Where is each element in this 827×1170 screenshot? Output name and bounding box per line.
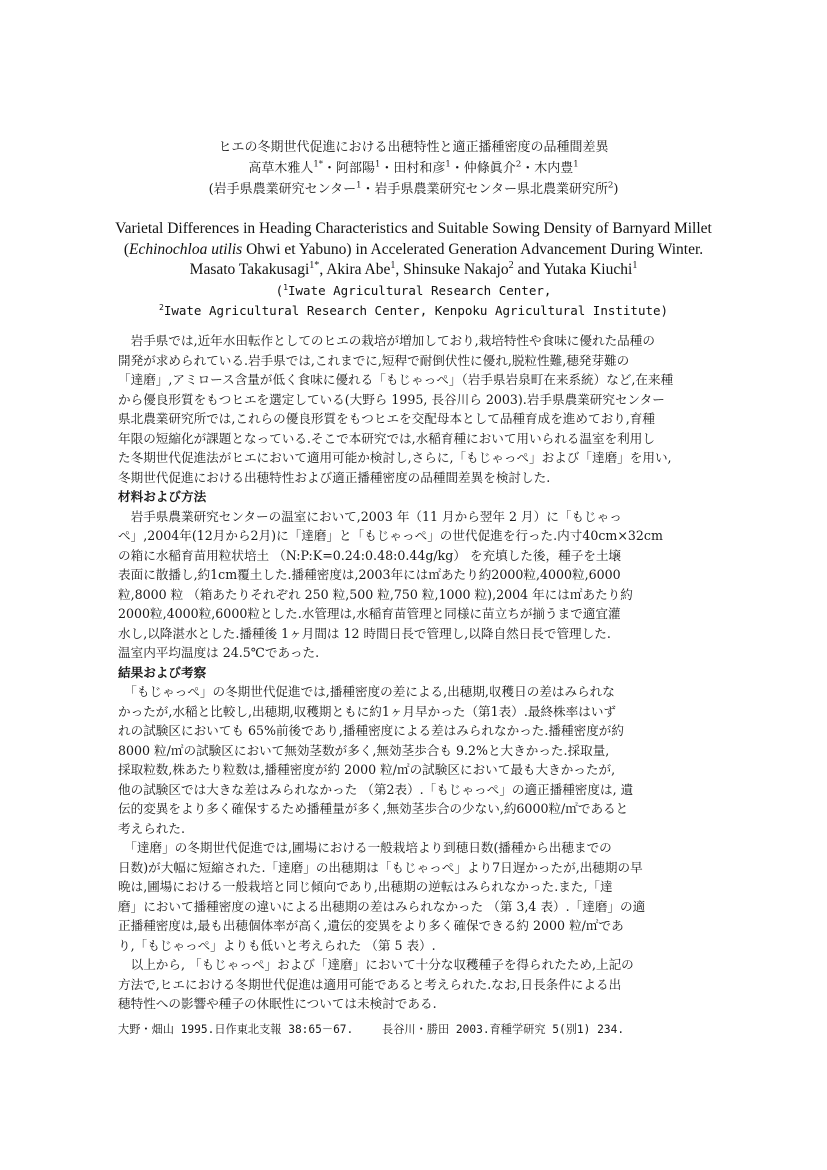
- results-line: 正播種密度は,最も出穂個体率が高く,遺伝的変異をより多く確保できる約 2000 粒/㎡であ: [118, 918, 624, 933]
- affiliation-jp: (岩手県農業研究センター$^1$・岩手県農業研究センター県北農業研究所$^2$): [208, 179, 619, 197]
- intro-line: 開発が求められている.岩手県では,これまでに,短稈で耐倒伏性に優れ,脱粒性難,穂発芽難の: [118, 352, 630, 368]
- authors-jp-text: 高草木雅人$^{1*}$・阿部陽$^1$・田村和彦$^1$・仲條眞介$^2$・木内豊$^1$: [248, 158, 579, 176]
- results-line: 8000 粒/㎡の試験区において無効茎数が多く,無効茎歩合も 9.2%と大きかった.採取量,: [118, 742, 610, 758]
- results-line: 他の試験区では大きな差はみられなかった （第2表）.「もじゃっぺ」の適正播種密度は, 遺: [118, 781, 634, 797]
- intro-line: 冬期世代促進における出穂特性および適正播種密度の品種間差異を検討した.: [118, 469, 551, 485]
- results-line: 以上から, 「もじゃっぺ」および「達磨」において十分な収穫種子を得られたため,上記の: [118, 957, 634, 972]
- intro-line: 「達磨」,アミロース含量が低く食味に優れる「もじゃっぺ」（岩手県岩泉町在来系統）など,在来種: [118, 372, 674, 387]
- intro-line: 年限の短縮化が課題となっている.そこで本研究では,水稲育種において用いられる温室を利用し: [118, 430, 655, 446]
- title-en-line-1: Varietal Differences in Heading Characteristics and Suitable Sowing Density of Barnyard Millet: [115, 220, 712, 237]
- results-line: 方法で,ヒエにおける冬期世代促進は適用可能であると考えられた.なお,日長条件による出: [118, 976, 622, 992]
- authors-en: Masato Takakusagi$^{1*}$, Akira Abe$^1$, Shinsuke Nakajo$^2$ and Yutaka Kiuchi$^1$: [189, 259, 638, 278]
- methods-line: 岩手県農業研究センターの温室において,2003 年（11 月から翌年 2 月）に「もじゃっ: [118, 508, 622, 524]
- results-line: 「もじゃっぺ」の冬期世代促進では,播種密度の差による,出穂期,収穫日の差はみられな: [118, 684, 615, 699]
- affiliation-en-2: $^2$Iwate Agricultural Research Center, Kenpoku Agricultural Institute): [158, 301, 669, 318]
- results-line: 考えられた.: [118, 820, 185, 836]
- heading-methods: 材料および方法: [118, 489, 207, 504]
- introduction-paragraph: [118, 331, 710, 487]
- title-jp: ヒエの冬期世代促進における出穂特性と適正播種密度の品種間差異: [218, 140, 609, 155]
- title-en-line-2: [0, 241, 827, 259]
- title-en-rest: Ohwi et Yabuno) in Accelerated Generation Advancement During Winter.: [242, 241, 704, 258]
- results-line: 磨」において播種密度の違いによる出穂期の差はみられなかった （第 3,4 表）.「達磨」の適: [118, 898, 646, 914]
- results-line: 採取粒数,株あたり粒数は,播種密度が約 2000 粒/㎡の試験区において最も大きかったが,: [118, 762, 616, 777]
- results-line: 晩は,圃場における一般栽培と同じ傾向であり,出穂期の逆転はみられなかった.また,「達: [118, 879, 613, 894]
- intro-line: 岩手県では,近年水田転作としてのヒエの栽培が増加しており,栽培特性や食味に優れた品種の: [118, 333, 655, 348]
- results-line: れの試験区においても 65%前後であり,播種密度による差はみられなかった.播種密度が約: [118, 723, 624, 738]
- affiliation-en-1: ($^1$Iwate Agricultural Research Center,: [275, 281, 552, 298]
- authors-jp: [0, 157, 827, 176]
- title-en-species: Echinochloa utilis: [128, 241, 243, 258]
- results-line: 日数)が大幅に短縮された.「達磨」の出穂期は「もじゃっぺ」より7日遅かったが,出穂期の早: [118, 859, 643, 875]
- methods-paragraph: [118, 507, 710, 663]
- title-en-paren: (: [123, 241, 129, 258]
- reference-2: 長谷川・勝田 2003.育種学研究 5(別1) 234.: [382, 1023, 625, 1036]
- references: [118, 1021, 646, 1037]
- methods-line: 水し,以降湛水とした.播種後 1ヶ月間は 12 時間日長で管理し,以降自然日長で管理した.: [118, 625, 611, 641]
- intro-line: た冬期世代促進法がヒエにおいて適用可能か検討し,さらに,「もじゃっぺ」および「達磨」を用い,: [118, 450, 672, 465]
- methods-line: 粒,8000 粒 （箱あたりそれぞれ 250 粒,500 粒,750 粒,1000 粒),2004 年には㎡あたり約: [118, 586, 633, 602]
- methods-line: 表面に散播し,約1cm覆土した.播種密度は,2003年には㎡あたり約2000粒,4000粒,6000: [118, 567, 621, 582]
- results-paragraph: [118, 682, 710, 1014]
- intro-line: から優良形質をもつヒエを選定している(大野ら 1995, 長谷川ら 2003).岩手県農業研究センター: [118, 391, 665, 407]
- heading-results: 結果および考察: [118, 664, 207, 680]
- body-text: [118, 331, 710, 1014]
- methods-line: ぺ」,2004年(12月から2月)に「達磨」と「もじゃっぺ」の世代促進を行った.内寸40cm×32cm: [118, 528, 663, 543]
- results-line: 穂特性への影響や種子の休眠性については未検討である.: [118, 996, 437, 1011]
- reference-1: 大野・畑山 1995.日作東北支報 38:65－67.: [118, 1023, 354, 1036]
- results-line: 伝的変異をより多く確保するため播種量が多く,無効茎歩合の少ない,約6000粒/㎡であると: [118, 801, 629, 816]
- methods-line: 温室内平均温度は 24.5℃であった.: [118, 645, 320, 660]
- results-line: り,「もじゃっぺ」よりも低いと考えられた （第 5 表）.: [118, 937, 436, 953]
- intro-line: 県北農業研究所では,これらの優良形質をもつヒエを交配母本として品種育成を進めており,育種: [118, 411, 655, 426]
- methods-line: の箱に水稲育苗用粒状培土 （N:P:K=0.24:0.48:0.44g/kg） を充填した後，種子を土壌: [118, 547, 622, 563]
- results-line: 「達磨」の冬期世代促進では,圃場における一般栽培より到穂日数(播種から出穂までの: [118, 840, 612, 855]
- results-line: かったが,水稲と比較し,出穂期,収穫期ともに約1ヶ月早かった（第1表）.最終株率はいず: [118, 703, 617, 719]
- methods-line: 2000粒,4000粒,6000粒とした.水管理は,水稲育苗管理と同様に苗立ちが揃うまで適宜灌: [118, 606, 621, 621]
